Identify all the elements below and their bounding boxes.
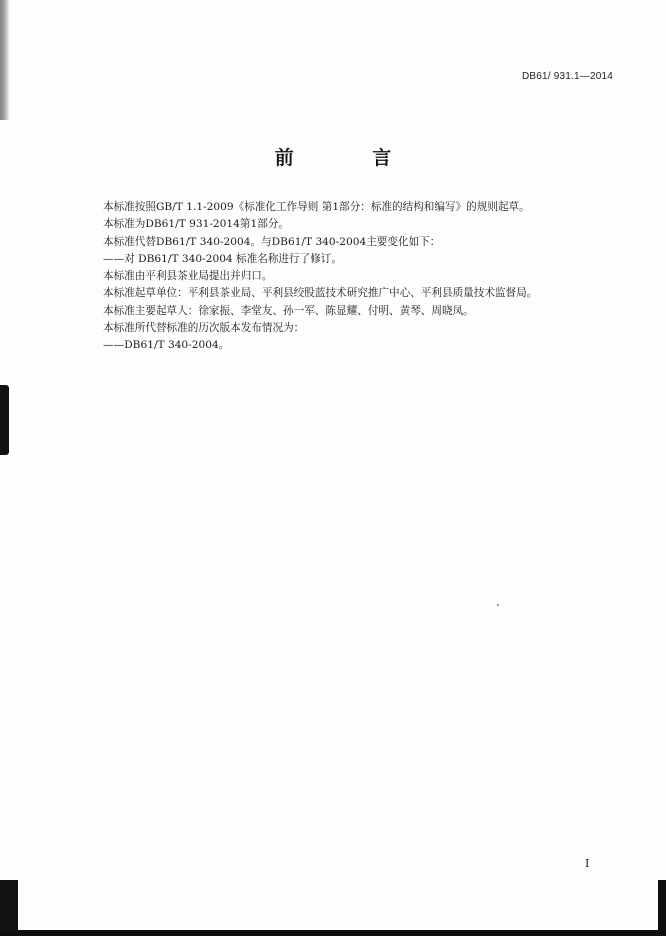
- scan-bottom-edge: [0, 930, 666, 936]
- page-number: I: [585, 857, 590, 870]
- document-code: DB61/ 931.1—2014: [521, 71, 613, 82]
- section-title: 前 言: [274, 147, 428, 169]
- scan-speck: [497, 604, 499, 606]
- paragraph-history-item: ——DB61/T 340-2004。: [103, 339, 230, 352]
- paragraph-history-intro: 本标准所代替标准的历次版本发布情况为：: [103, 322, 305, 335]
- scan-corner-shadow-right: [658, 880, 666, 936]
- paragraph-drafting-units: 本标准起草单位：平利县茶业局、平利县绞股蓝技术研究推广中心、平利县质量技术监督局。: [103, 287, 538, 300]
- paragraph-replacement: 本标准代替DB61/T 340-2004。与DB61/T 340-2004主要变化如下：: [103, 235, 441, 248]
- paragraph-drafters: 本标准主要起草人：徐家振、李堂友、孙一军、陈显耀、付明、黄琴、周晓凤。: [103, 304, 474, 317]
- paragraph-change-item: ——对 DB61/T 340-2004 标准名称进行了修订。: [103, 252, 342, 265]
- scan-binding-shadow: [0, 0, 10, 120]
- scan-corner-shadow-left: [0, 880, 18, 936]
- foreword-body: [103, 199, 623, 355]
- paragraph-drafting-rules: 本标准按照GB/T 1.1-2009《标准化工作导则 第1部分：标准的结构和编写》的规则起草。: [103, 201, 530, 213]
- paragraph-proposer: 本标准由平利县茶业局提出并归口。: [103, 270, 273, 283]
- paragraph-part-statement: 本标准为DB61/T 931-2014第1部分。: [103, 218, 290, 231]
- scan-binding-mark: [0, 385, 9, 455]
